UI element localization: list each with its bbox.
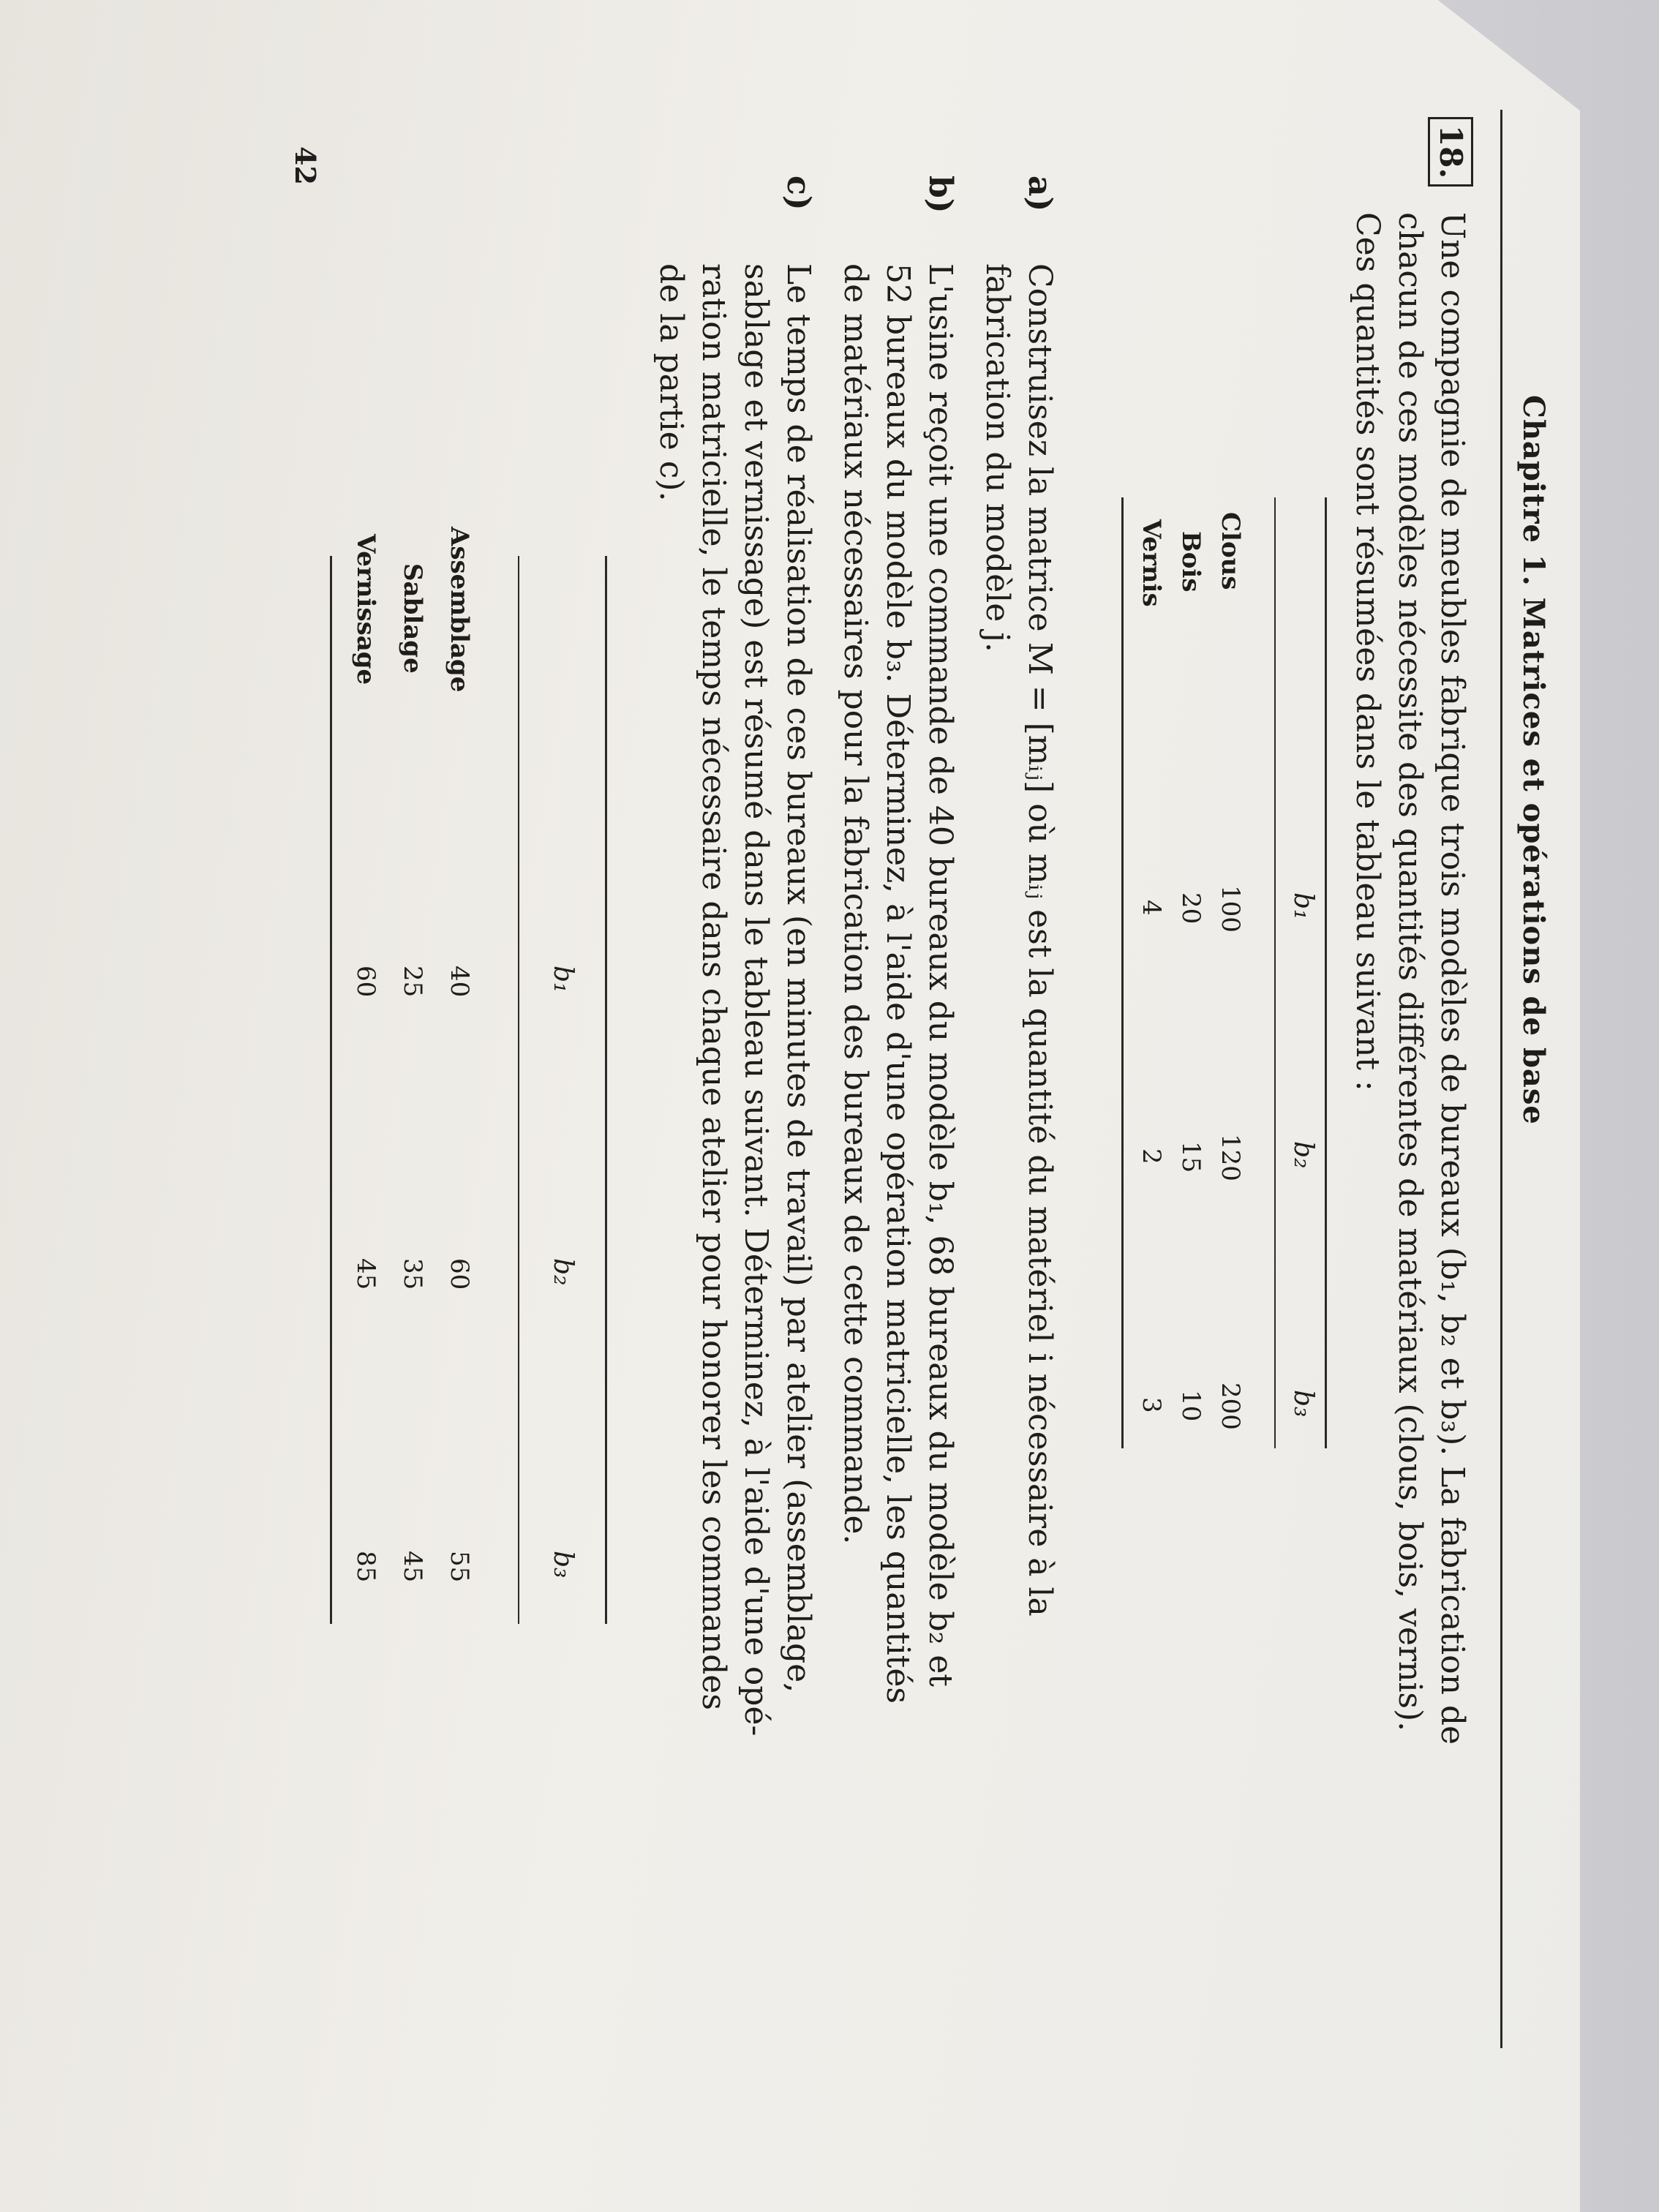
table-header-rule: [518, 556, 519, 1624]
exercise-number: 18.: [1428, 117, 1473, 187]
exercise-intro-line-2: chacun de ces modèles nécessite des quantités différentes de matériaux (clous, bois, vernis).: [1391, 212, 1429, 1732]
materials-cell: 200: [1216, 1382, 1245, 1430]
materials-cell: 3: [1137, 1397, 1166, 1413]
time-col-header-b1: b₁: [548, 966, 578, 993]
table-bottom-rule: [1121, 497, 1124, 1448]
part-c-line-2: sablage et vernissage) est résumé dans le tableau suivant. Déterminez, à l'aide d'une opé-: [737, 263, 775, 1737]
materials-cell: 2: [1137, 1148, 1166, 1165]
part-c-line-1: Le temps de réalisation de ces bureaux (en minutes de travail) par atelier (assemblage,: [780, 263, 817, 1693]
materials-cell: 4: [1137, 900, 1166, 916]
part-b-line-1: L'usine reçoit une commande de 40 bureaux du modèle b₁, 68 bureaux du modèle b₂ et: [922, 263, 959, 1687]
time-col-header-b2: b₂: [548, 1258, 578, 1286]
time-row-label: Assemblage: [445, 527, 474, 693]
materials-col-header-b3: b₃: [1288, 1390, 1318, 1418]
materials-col-header-b1: b₁: [1288, 892, 1318, 920]
table-top-rule: [605, 556, 607, 1624]
materials-cell: 20: [1176, 892, 1205, 925]
materials-table: [1093, 497, 1327, 1448]
part-c-line-3: ration matricielle, le temps nécessaire dans chaque atelier pour honorer les commandes: [695, 263, 732, 1710]
table-top-rule: [1325, 497, 1327, 1448]
part-c-line-4: de la partie c).: [652, 263, 690, 502]
materials-cell: 120: [1216, 1134, 1245, 1181]
table-bottom-rule: [330, 556, 332, 1624]
materials-cell: 10: [1176, 1390, 1205, 1422]
part-c-label: c): [780, 176, 817, 211]
time-cell: 60: [351, 966, 380, 998]
time-col-header-b3: b₃: [548, 1551, 578, 1579]
exercise-intro-line-3: Ces quantités sont résumées dans le tableau suivant :: [1349, 212, 1386, 1091]
exercise-intro-line-1: Une compagnie de meubles fabrique trois modèles de bureaux (b₁, b₂ et b₃). La fabrication de: [1434, 212, 1471, 1745]
time-cell: 35: [398, 1258, 427, 1290]
chapter-header: Chapitre 1. Matrices et opérations de base: [1516, 395, 1551, 1125]
time-row-label: Vernissage: [351, 534, 380, 685]
time-cell: 45: [351, 1258, 380, 1290]
time-cell: 45: [398, 1551, 427, 1583]
materials-row-label: Clous: [1216, 512, 1245, 590]
time-cell: 85: [351, 1551, 380, 1583]
materials-col-header-b2: b₂: [1288, 1141, 1318, 1169]
time-row-label: Sablage: [398, 563, 427, 674]
workshop-time-table: [300, 527, 607, 1624]
part-a-line-1: Construisez la matrice M = [mᵢⱼ] où mᵢⱼ est la quantité du matériel i nécessaire à la: [1021, 263, 1058, 1617]
page-content: [37, 44, 1646, 2165]
page-number: 42: [289, 146, 322, 185]
materials-row-label: Bois: [1176, 531, 1205, 592]
time-cell: 60: [445, 1258, 474, 1290]
part-b-line-3: de matériaux nécessaires pour la fabrication des bureaux de cette commande.: [837, 263, 874, 1545]
materials-row-label: Vernis: [1137, 519, 1166, 607]
materials-cell: 15: [1176, 1141, 1205, 1173]
part-a-label: a): [1021, 176, 1058, 212]
table-header-rule: [1274, 497, 1276, 1448]
time-cell: 25: [398, 966, 427, 998]
part-b-line-2: 52 bureaux du modèle b₃. Déterminez, à l'aide d'une opération matricielle, les quantités: [879, 263, 917, 1704]
header-rule: [1500, 110, 1502, 2048]
part-a-line-2: fabrication du modèle j.: [979, 263, 1016, 652]
part-b-label: b): [922, 176, 959, 214]
time-cell: 55: [445, 1551, 474, 1583]
time-cell: 40: [445, 966, 474, 998]
materials-cell: 100: [1216, 885, 1245, 933]
